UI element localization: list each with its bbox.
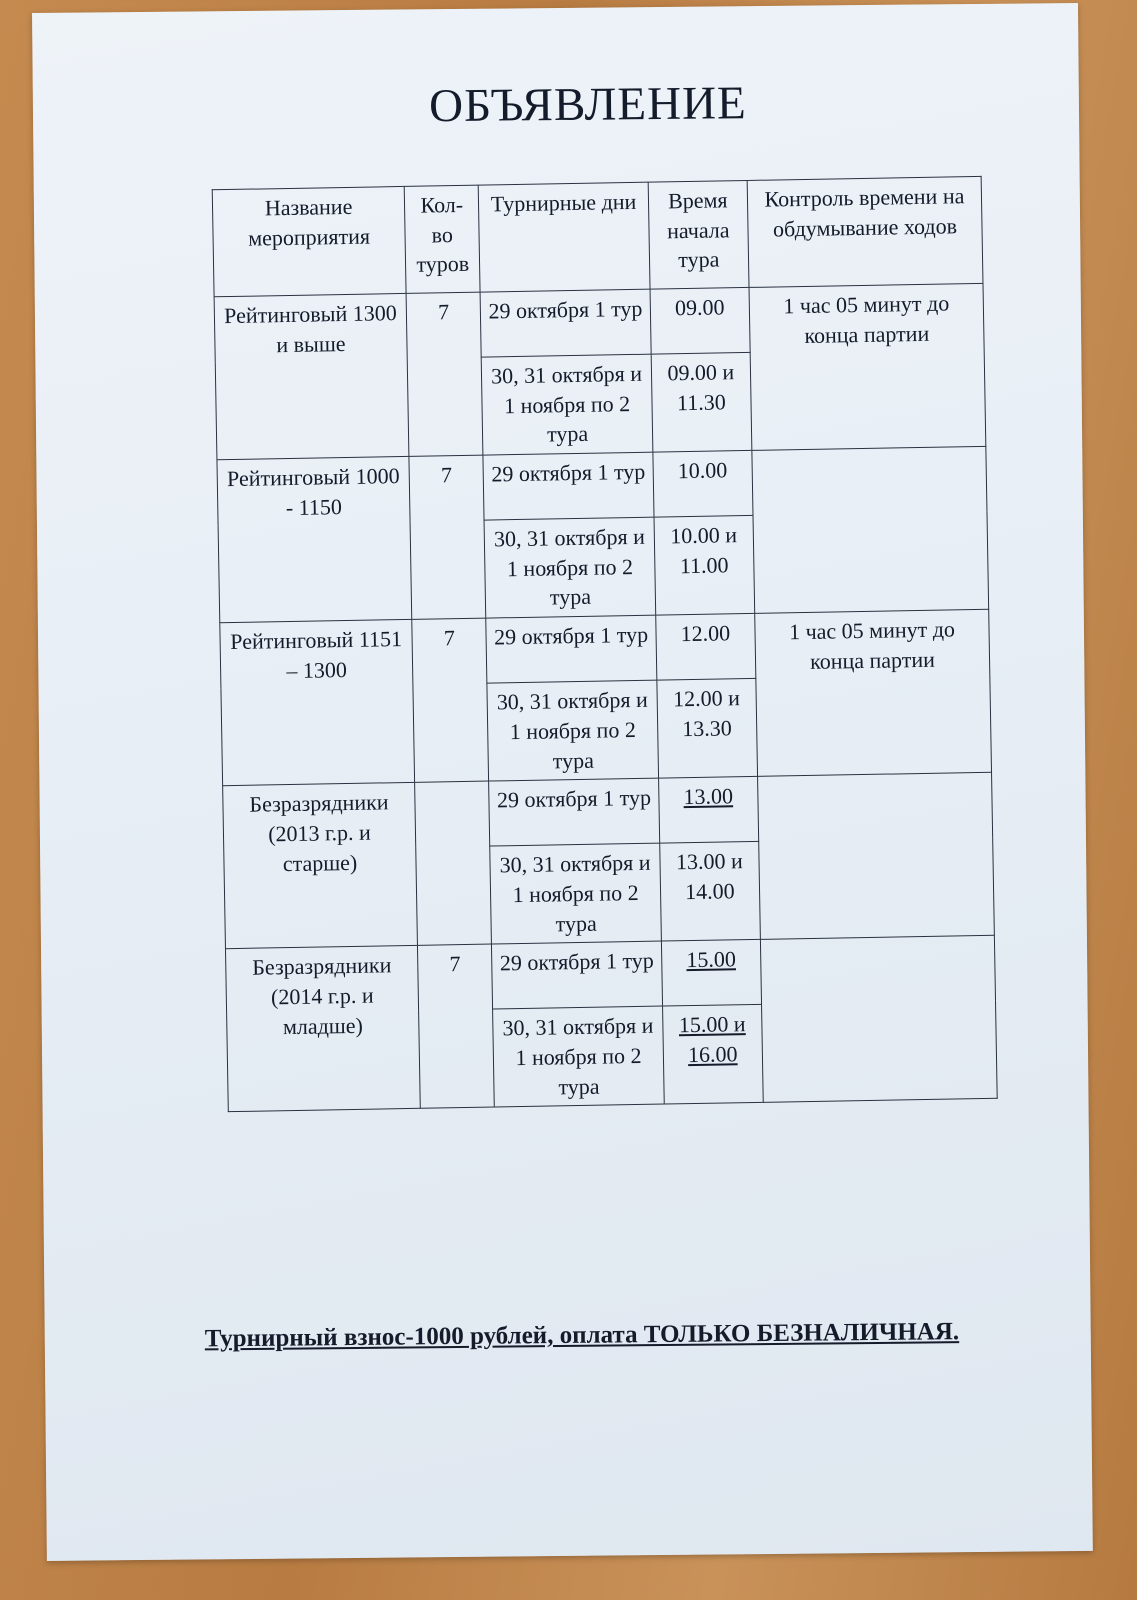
header-rounds: Кол-во туров [404, 185, 480, 293]
time-control [760, 936, 997, 1103]
first-day-time: 13.00 [658, 777, 758, 844]
first-day-time: 15.00 [661, 940, 761, 1007]
entry-fee-notice: Турнирный взнос-1000 рублей, оплата ТОЛЬКО БЕЗНАЛИЧНАЯ. [204, 1318, 960, 1353]
other-days: 30, 31 октября и 1 ноября по 2 тура [493, 1006, 664, 1107]
other-days-time: 13.00 и 14.00 [659, 842, 760, 942]
first-day-time: 10.00 [653, 450, 753, 517]
rounds-count: 7 [412, 618, 489, 782]
first-day: 29 октября 1 тур [483, 452, 653, 520]
other-days-time: 15.00 и 16.00 [662, 1005, 763, 1105]
first-day: 29 октября 1 тур [489, 778, 659, 846]
first-day: 29 октября 1 тур [492, 941, 662, 1009]
event-name: Рейтинговый 1300 и выше [214, 293, 409, 459]
time-control: 1 час 05 минут до конца партии [749, 283, 986, 450]
other-days: 30, 31 октября и 1 ноября по 2 тура [484, 517, 655, 618]
header-name: Название мероприятия [212, 186, 406, 296]
event-name: Рейтинговый 1000 - 1150 [217, 456, 412, 622]
other-days-time: 12.00 и 13.30 [657, 679, 758, 779]
rounds-count: 7 [406, 292, 483, 456]
table-header-row [212, 176, 983, 296]
header-days: Турнирные дни [479, 182, 650, 292]
event-name: Безразрядники (2013 г.р. и старше) [223, 783, 418, 949]
page-title: ОБЪЯВЛЕНИЕ [428, 77, 747, 133]
event-name: Безразрядники (2014 г.р. и младше) [225, 946, 420, 1112]
header-control: Контроль времени на обдумывание ходов [747, 176, 983, 287]
table-row [225, 936, 995, 1014]
rounds-count [415, 781, 492, 945]
first-day-time: 09.00 [650, 287, 750, 354]
other-days: 30, 31 октября и 1 ноября по 2 тура [482, 354, 653, 455]
other-days: 30, 31 октября и 1 ноября по 2 тура [490, 843, 661, 944]
table-row [223, 772, 993, 850]
other-days: 30, 31 октября и 1 ноября по 2 тура [487, 680, 658, 781]
time-control [752, 446, 989, 613]
table-row [220, 609, 990, 687]
rounds-count: 7 [418, 944, 495, 1108]
first-day: 29 октября 1 тур [480, 289, 650, 357]
rounds-count: 7 [409, 455, 486, 619]
time-control: 1 час 05 минут до конца партии [755, 609, 992, 776]
tournament-schedule-table [212, 176, 998, 1113]
other-days-time: 10.00 и 11.00 [654, 515, 755, 615]
other-days-time: 09.00 и 11.30 [651, 352, 752, 452]
table-row [217, 446, 987, 524]
announcement-sheet [32, 3, 1093, 1561]
first-day-time: 12.00 [655, 614, 755, 681]
event-name: Рейтинговый 1151 – 1300 [220, 620, 415, 786]
first-day: 29 октября 1 тур [486, 615, 656, 683]
time-control [758, 772, 995, 939]
header-time: Время начала тура [648, 180, 749, 289]
table-row [214, 283, 984, 361]
